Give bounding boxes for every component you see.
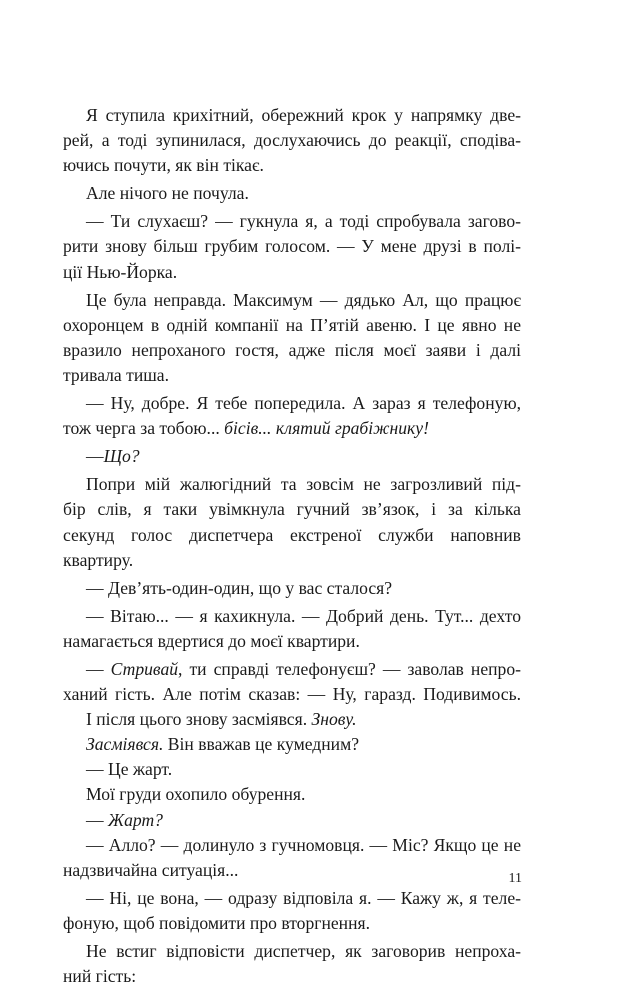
text-line: [63, 103, 521, 128]
line-text: — Ну, добре. Я тебе попередила. А зараз я телефоную,: [86, 393, 521, 414]
text-line: [63, 338, 521, 363]
page-text-block: [63, 103, 521, 989]
line-text: — Дев’ять-один-один, що у вас сталося?: [86, 577, 393, 598]
text-line: [63, 782, 521, 807]
text-line: [63, 444, 521, 469]
text-line: [63, 629, 521, 654]
text-line: [63, 260, 521, 285]
line-text: рити знову більш грубим голосом. — У мене друзі в полі-: [63, 236, 521, 257]
text-line: [63, 576, 521, 601]
text-line: [63, 682, 521, 707]
text-line: [63, 911, 521, 936]
line-text: Це була неправда. Максимум — дядько Ал, що працює: [86, 289, 521, 310]
text-line: [63, 833, 521, 858]
line-text: , ти справді телефонуєш? — заволав непро-: [178, 658, 521, 679]
line-text: — Алло? — долинуло з гучномовця. — Міс? Якщо це не: [86, 834, 521, 855]
text-line: [63, 472, 521, 497]
text-line: [63, 209, 521, 234]
line-text: І після цього знову засміявся.: [86, 709, 312, 730]
text-line: [63, 497, 521, 522]
italic-text: Знову.: [311, 709, 357, 730]
line-text: намагається вдертися до моєї квартири.: [63, 630, 360, 651]
italic-text: Що?: [103, 446, 140, 467]
line-text: Попри мій жалюгідний та зовсім не загрозливий під-: [86, 474, 521, 495]
text-line: [63, 858, 521, 883]
line-text: бір слів, я таки увімкнула гучний зв’язок, і за кілька: [63, 499, 521, 520]
line-text: — Це жарт.: [86, 759, 173, 780]
line-text: Мої груди охопило обурення.: [86, 784, 306, 805]
text-line: [63, 757, 521, 782]
text-line: [63, 604, 521, 629]
text-line: [63, 808, 521, 833]
line-text: ючись почути, як він тікає.: [63, 155, 264, 176]
line-text: рей, а тоді зупинилася, дослухаючись до реакції, сподіва-: [63, 130, 521, 151]
line-text: ції Нью-Йорка.: [63, 261, 178, 282]
text-line: [63, 288, 521, 313]
line-text: тож черга за тобою...: [63, 418, 225, 439]
italic-text: Стривай: [110, 658, 179, 679]
text-line: [63, 886, 521, 911]
line-text: секунд голос диспетчера екстреної служби наповнив: [63, 524, 521, 545]
line-text: тривала тиша.: [63, 364, 170, 385]
line-text: квартиру.: [63, 549, 134, 570]
italic-text: Жарт?: [108, 809, 163, 830]
text-line: [63, 391, 521, 416]
line-text: —: [86, 809, 108, 830]
line-text: Не встиг відповісти диспетчер, як заговорив непроха-: [86, 941, 521, 961]
text-line: [63, 939, 521, 964]
text-line: [63, 707, 521, 732]
line-text: фоную, щоб повідомити про вторгнення.: [63, 912, 371, 933]
italic-text: бісів... клятий грабіжнику!: [224, 418, 429, 439]
text-line: [63, 181, 521, 206]
line-text: —: [86, 446, 104, 467]
text-line: [63, 523, 521, 548]
text-line: [63, 234, 521, 259]
text-line: [63, 657, 521, 682]
italic-text: Засміявся.: [86, 734, 164, 755]
line-text: — Ні, це вона, — одразу відповіла я. — Кажу ж, я теле-: [86, 887, 521, 908]
line-text: —: [86, 658, 111, 679]
text-line: [63, 416, 521, 441]
line-text: Я ступила крихітний, обережний крок у напрямку две-: [86, 105, 521, 125]
line-text: вразило непроханого гостя, адже після моєї заяви і далі: [63, 339, 521, 360]
line-text: Він вважав це кумедним?: [163, 734, 360, 755]
text-line: [63, 128, 521, 153]
page-number: 11: [508, 871, 522, 886]
line-text: — Ти слухаєш? — гукнула я, а тоді спробувала загово-: [86, 211, 521, 232]
text-line: [63, 363, 521, 388]
text-line: [63, 732, 521, 757]
line-text: ханий гість. Але потім сказав: — Ну, гаразд. Подивимось.: [63, 684, 521, 705]
text-line: [63, 313, 521, 338]
text-line: [63, 964, 521, 989]
line-text: надзвичайна ситуація...: [63, 859, 239, 880]
text-line: [63, 153, 521, 178]
line-text: ний гість:: [63, 966, 137, 987]
text-line: [63, 548, 521, 573]
line-text: охоронцем в одній компанії на П’ятій авеню. І це явно не: [63, 314, 521, 335]
line-text: Але нічого не почула.: [86, 183, 249, 204]
line-text: — Вітаю... — я кахикнула. — Добрий день. Тут... дехто: [86, 605, 521, 626]
